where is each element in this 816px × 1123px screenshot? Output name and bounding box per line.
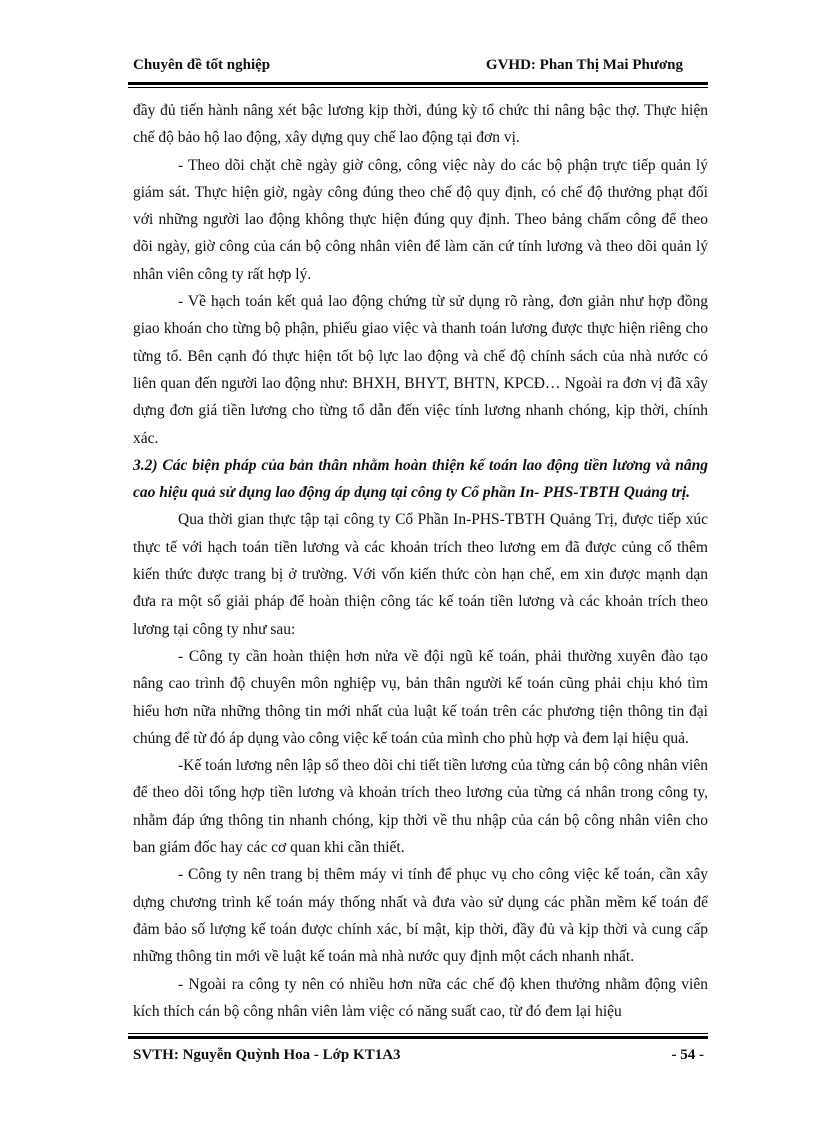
section-heading: 3.2) Các biện pháp của bản thân nhằm hoàn thiện kế toán lao động tiền lương và nâng cao hiệu quả sử dụng lao động áp dụng tại công ty Cổ phần In- PHS-TBTH Quảng trị. bbox=[133, 456, 708, 502]
paragraph: - Công ty cần hoàn thiện hơn nửa về đội ngũ kế toán, phải thường xuyên đào tạo nâng cao trình độ chuyên môn nghiệp vụ, bản thân người kế toán cũng phải chịu khó tìm hiểu hơn nữa những thông tin mới nhất của luật kế toán trên các phương tiện thông tin đại chúng để từ đó áp dụng vào công việc kế toán của mình cho phù hợp và đem lại hiệu quả. bbox=[133, 647, 708, 747]
page-body bbox=[133, 97, 708, 1025]
page-footer bbox=[133, 1047, 704, 1064]
header-advisor: GVHD: Phan Thị Mai Phương bbox=[485, 57, 683, 73]
header-title: Chuyên đề tốt nghiệp bbox=[133, 57, 271, 73]
paragraph: - Ngoài ra công ty nên có nhiều hơn nữa các chế độ khen thưởng nhằm động viên kích thích cán bộ công nhân viên làm việc có năng suất cao, từ đó đem lại hiệu bbox=[133, 975, 708, 1020]
page-header bbox=[133, 50, 683, 74]
footer-rule bbox=[128, 1033, 708, 1039]
paragraph: - Theo dõi chặt chẽ ngày giờ công, công việc này do các bộ phận trực tiếp quản lý giám sát. Thực hiện giờ, ngày công đúng theo chế độ quy định, có chế độ thưởng phạt đối với những người lao động không thực hiện đúng quy định. Theo bảng chấm công để theo dõi ngày, giờ công của cán bộ công nhân viên để làm căn cứ tính lương và theo dõi quản lý nhân viên công ty rất hợp lý. bbox=[133, 156, 708, 283]
paragraph: - Công ty nên trang bị thêm máy vi tính để phục vụ cho công việc kế toán, cần xây dựng chương trình kế toán máy thống nhất và đưa vào sử dụng các phần mềm kế toán để đảm bảo số lượng kế toán được chính xác, bí mật, kịp thời, đầy đủ và kịp thời và cung cấp những thông tin mới về luật kế toán mà nhà nước quy định một cách nhanh nhất. bbox=[133, 866, 708, 966]
paragraph: - Về hạch toán kết quả lao động chứng từ sử dụng rõ ràng, đơn giản như hợp đồng giao khoán cho từng bộ phận, phiếu giao việc và thanh toán lương được thực hiện riêng cho từng tổ. Bên cạnh đó thực hiện tốt bộ lực lao động và chế độ chính sách của nhà nước có liên quan đến người lao động như: BHXH, BHYT, BHTN, KPCĐ… Ngoài ra đơn vị đã xây dựng đơn giá tiền lương cho từng tổ dẫn đến việc tính lương nhanh chóng, kịp thời, chính xác. bbox=[133, 293, 708, 447]
page-number: - 54 - bbox=[671, 1047, 704, 1063]
paragraph: Qua thời gian thực tập tại công ty Cổ Phần In-PHS-TBTH Quảng Trị, được tiếp xúc thực tế với hạch toán tiền lương và các khoản trích theo lương em đã được củng cố thêm kiến thức được trang bị ở trường. Với vốn kiến thức còn hạn chế, em xin được mạnh dạn đưa ra một số giải pháp để hoàn thiện công tác kế toán tiền lương và các khoản trích theo lương tại công ty như sau: bbox=[133, 511, 708, 638]
footer-author: SVTH: Nguyễn Quỳnh Hoa - Lớp KT1A3 bbox=[133, 1047, 401, 1063]
header-rule bbox=[128, 82, 708, 88]
paragraph: -Kế toán lương nên lập sổ theo dõi chi tiết tiền lương của từng cán bộ công nhân viên để theo dõi tổng hợp tiền lương và khoản trích theo lương của từng cá nhân trong công ty, nhằm đáp ứng thông tin nhanh chóng, kịp thời về thu nhập của cán bộ công nhân viên cho ban giám đốc hay các cơ quan khi cần thiết. bbox=[133, 757, 708, 857]
paragraph-continued: đầy đủ tiến hành nâng xét bậc lương kịp thời, đúng kỳ tổ chức thi nâng bậc thợ. Thực hiện chế độ bảo hộ lao động, xây dựng quy chế lao động tại đơn vị. bbox=[133, 102, 708, 147]
